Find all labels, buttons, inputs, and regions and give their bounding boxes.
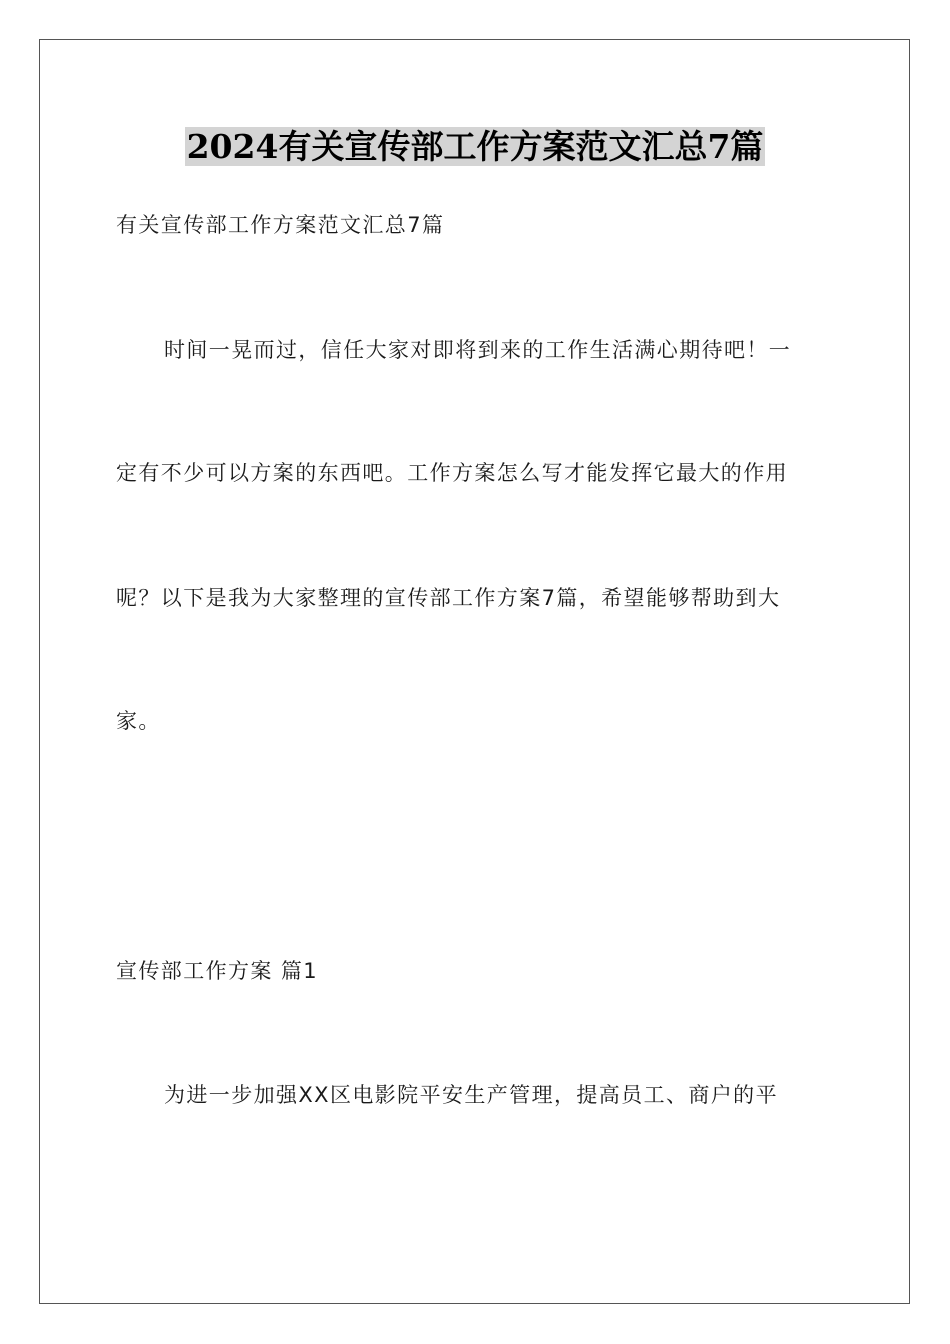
document-subtitle: 有关宣传部工作方案范文汇总7篇 <box>116 213 445 237</box>
intro-line-2: 定有不少可以方案的东西吧。工作方案怎么写才能发挥它最大的作用 <box>116 461 788 485</box>
document-title-text: 2024有关宣传部工作方案范文汇总7篇 <box>186 127 764 166</box>
intro-line-1: 时间一晃而过，信任大家对即将到来的工作生活满心期待吧！一 <box>164 338 792 362</box>
intro-line-3: 呢？以下是我为大家整理的宣传部工作方案7篇，希望能够帮助到大 <box>116 586 781 610</box>
section-heading: 宣传部工作方案 篇1 <box>116 959 319 983</box>
document-title <box>0 122 950 172</box>
intro-line-4: 家。 <box>116 709 161 733</box>
section-line-1: 为进一步加强XX区电影院平安生产管理，提高员工、商户的平 <box>164 1083 778 1107</box>
